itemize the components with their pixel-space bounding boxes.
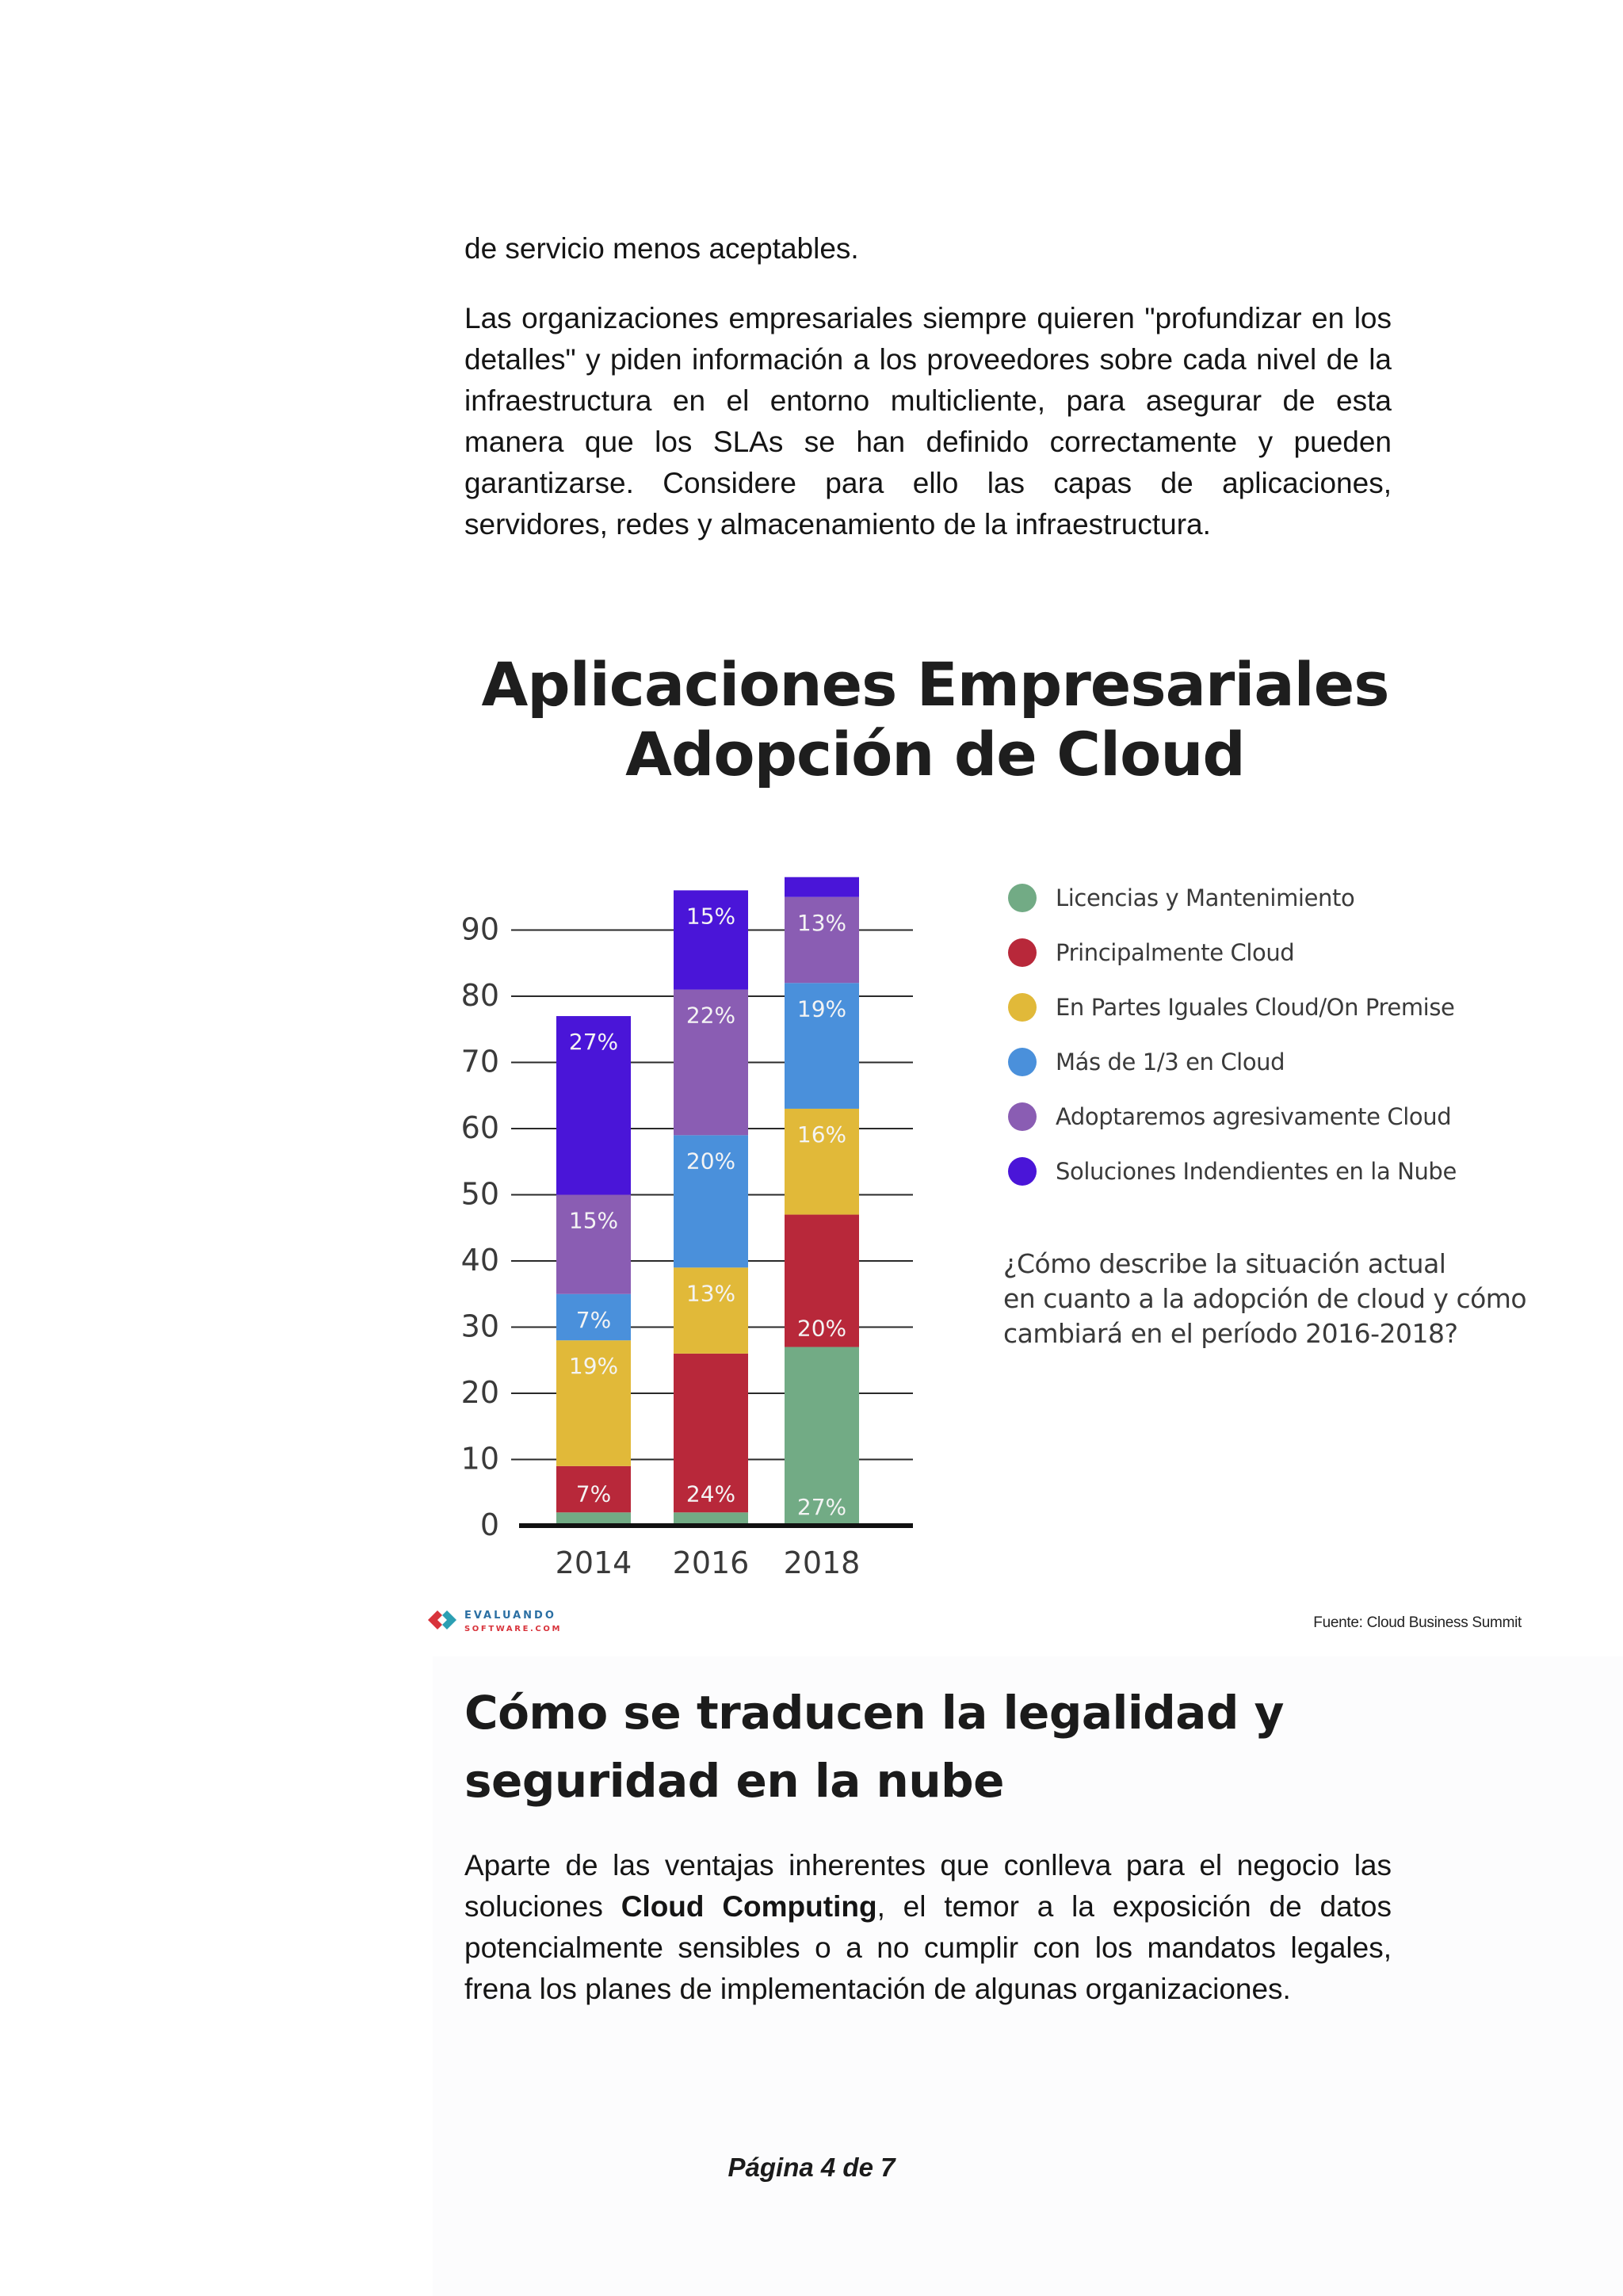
data-label: 27%: [796, 1494, 847, 1520]
data-label: 15%: [568, 1207, 619, 1234]
data-label: 20%: [685, 1148, 736, 1175]
legend-label: Adoptaremos agresivamente Cloud: [1056, 1103, 1452, 1130]
data-label: 19%: [796, 995, 847, 1022]
legend-swatch: [1008, 1157, 1037, 1186]
page-number: Página 4 de 7: [727, 2153, 896, 2182]
x-tick-label: 2016: [672, 1545, 750, 1580]
legend-swatch: [1008, 993, 1037, 1022]
y-tick-label: 20: [460, 1375, 499, 1410]
slas-paragraph: Las organizaciones empresariales siempre quieren "profundizar en los detalles" y piden información a los proveedores sobre cada nivel de la infraestructura en el entorno multicliente, para asegurar de esta manera que los SLAs se han definido correctamente y pueden garantizarse. Considere para ello las capas de aplicaciones, servidores, redes y almacenamiento de la infraestructura.: [464, 302, 1392, 541]
y-tick-label: 90: [460, 911, 499, 947]
chart-figure: [412, 618, 1537, 1648]
data-label: 16%: [796, 1121, 847, 1148]
chart-title-line-2: Adopción de Cloud: [625, 719, 1245, 789]
evaluando-software-logo: [425, 1603, 599, 1637]
legend-label: Principalmente Cloud: [1056, 939, 1295, 966]
legend-label: Más de 1/3 en Cloud: [1056, 1049, 1285, 1075]
legend-label: Licencias y Mantenimiento: [1056, 884, 1355, 911]
data-label: 7%: [575, 1480, 612, 1507]
data-label: 22%: [685, 1002, 736, 1029]
y-tick-label: 80: [460, 978, 499, 1013]
logo-text-line-2: SOFTWARE.COM: [464, 1625, 562, 1633]
bar-segment: [785, 877, 859, 897]
data-label: 13%: [685, 1280, 736, 1307]
x-tick-label: 2014: [555, 1545, 632, 1580]
chart-question-line: cambiará en el período 2016-2018?: [1003, 1318, 1458, 1349]
data-label: 19%: [568, 1353, 619, 1380]
y-tick-label: 30: [460, 1308, 499, 1344]
data-label: 13%: [796, 909, 847, 936]
stacked-bar-chart: [412, 618, 1537, 1648]
data-label: 15%: [685, 903, 736, 930]
chart-question-line: ¿Cómo describe la situación actual: [1003, 1248, 1446, 1279]
logo-text-line-1: EVALUANDO: [464, 1610, 556, 1622]
legend-swatch: [1008, 1102, 1037, 1131]
y-tick-label: 0: [479, 1507, 499, 1542]
x-tick-label: 2018: [783, 1545, 861, 1580]
cloud-computing-term: Cloud Computing: [621, 1890, 877, 1923]
cloud-paragraph-text-1: Aparte de las ventajas inherentes que conlleva para el negocio las soluciones: [464, 1849, 1392, 1923]
cloud-paragraph-text-2: , el temor a la exposición de datos potencialmente sensibles o a no cumplir con los mandatos legales, frena los planes de implementación de algunas organizaciones.: [464, 1890, 1392, 2005]
legend-label: En Partes Iguales Cloud/On Premise: [1056, 994, 1455, 1021]
cloud-paragraph: [464, 1845, 1392, 2010]
legend-swatch: [1008, 1048, 1037, 1076]
data-label: 24%: [685, 1480, 736, 1507]
data-label: 7%: [575, 1306, 612, 1333]
y-tick-label: 60: [460, 1110, 499, 1145]
data-label: 27%: [568, 1029, 619, 1056]
chart-source: Fuente: Cloud Business Summit: [1313, 1614, 1522, 1631]
y-tick-label: 70: [460, 1044, 499, 1079]
legend-label: Soluciones Indendientes en la Nube: [1056, 1158, 1457, 1185]
legend-swatch: [1008, 938, 1037, 967]
chart-title-line-1: Aplicaciones Empresariales: [481, 649, 1389, 720]
chart-question-line: en cuanto a la adopción de cloud y cómo: [1003, 1283, 1527, 1314]
legend-swatch: [1008, 884, 1037, 912]
y-tick-label: 40: [460, 1243, 499, 1278]
data-label: 20%: [796, 1315, 847, 1342]
y-tick-label: 50: [460, 1176, 499, 1212]
section-heading: Cómo se traducen la legalidad y seguridad en la nube: [464, 1686, 1284, 1808]
intro-paragraph: de servicio menos aceptables.: [464, 232, 859, 265]
y-tick-label: 10: [460, 1441, 499, 1477]
